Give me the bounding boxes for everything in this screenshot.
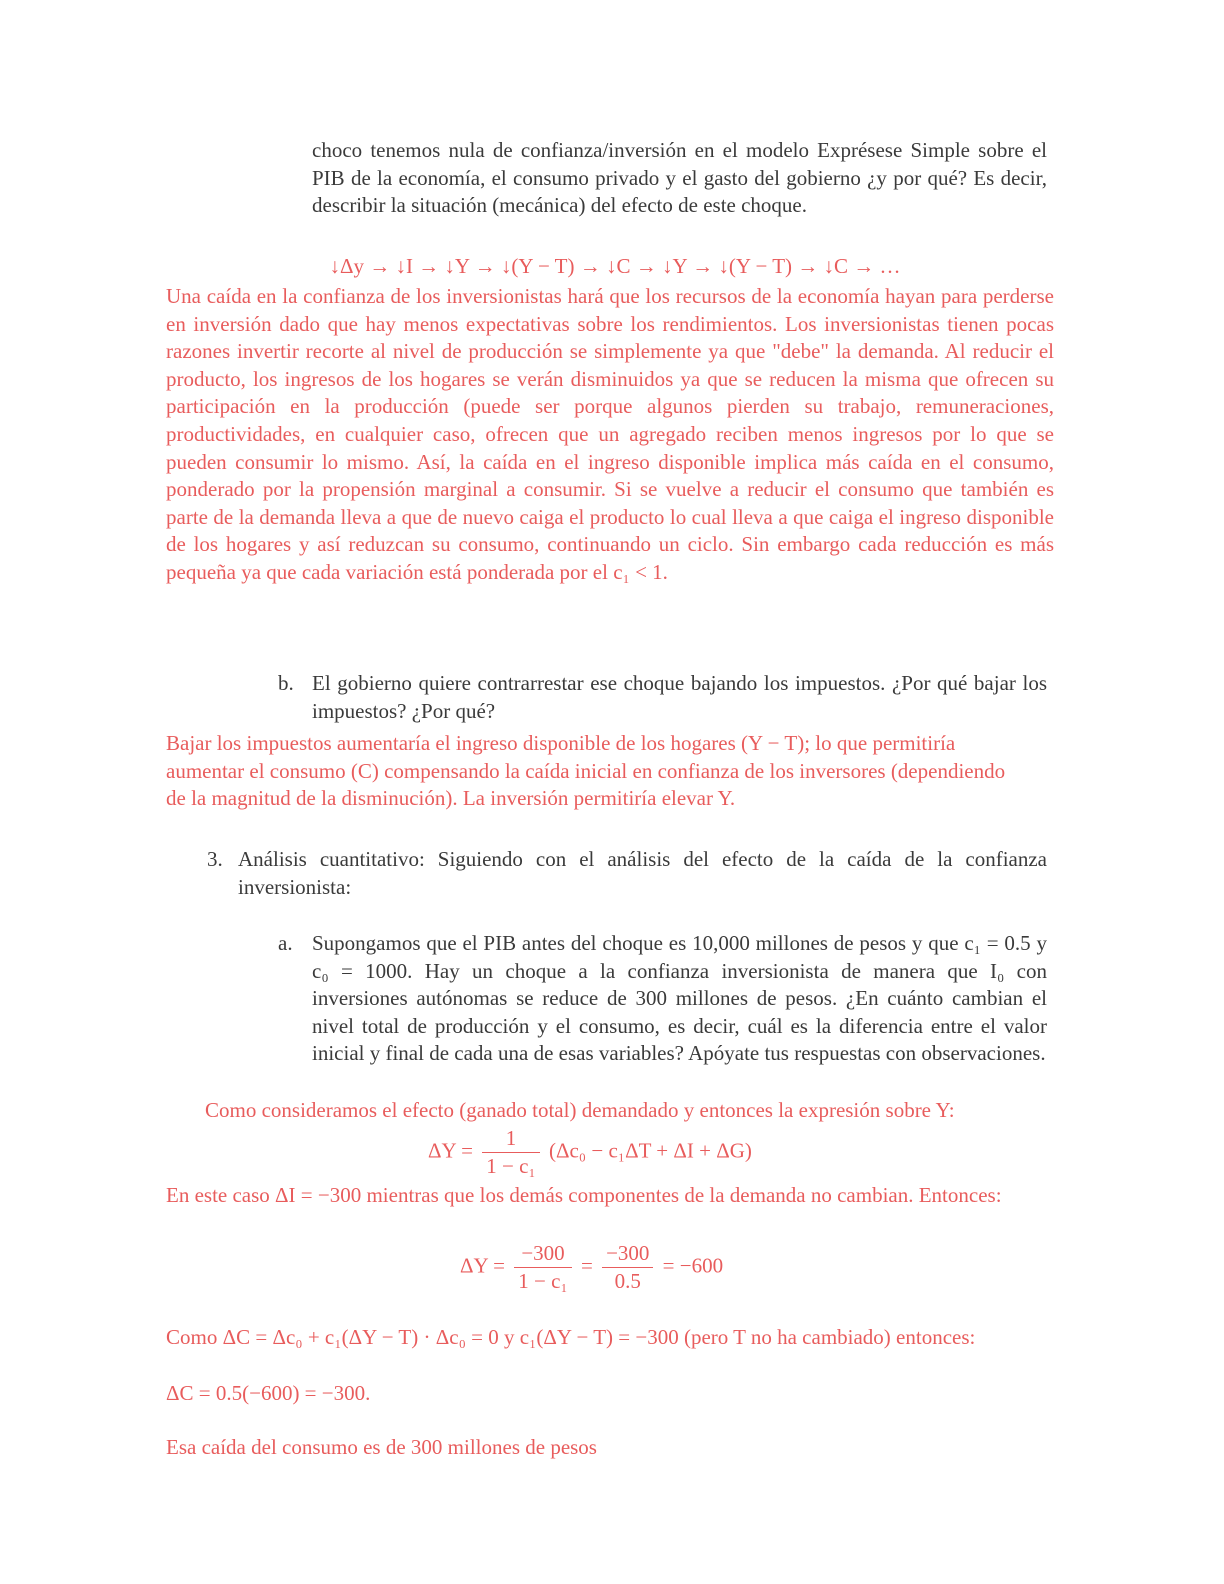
eq-mult-denominator: 1 − c₁ [486,1154,536,1178]
question-3a: Supongamos que el PIB antes del choque es 10,000 millones de pesos y que c₁ = 0.5 y c₀ = 1000. Hay un choque a la confianza inversionista de manera que I₀ con inversiones autónomas se reduce de 300 millones de pesos. ¿En cuánto cambian el nivel total de producción y el consumo, es decir, cuál es la diferencia entre el valor inicial y final de cada una de esas variables? Apóyate tus respuestas con observaciones. [312,931,1047,1066]
eq-res-rhs: = −600 [662,1253,724,1278]
eq-mult-numerator: 1 [482,1125,540,1153]
question-3: Análisis cuantitativo: Siguiendo con el análisis del efecto de la caída de la confianza inversionista: [238,847,1047,899]
equation-result [460,1240,723,1295]
question-2b-number: b. [278,671,294,695]
question-2b: El gobierno quiere contrarrestar ese choque bajando los impuestos. ¿Por qué bajar los impuestos? ¿Por qué? [312,671,1047,723]
answer-3a-consumption: Como ΔC = Δc₀ + c₁(ΔY − T) · Δc₀ = 0 y c₁(ΔY − T) = −300 (pero T no ha cambiado) entonces: [166,1325,976,1349]
eq-res-fraction-1 [514,1240,572,1295]
answer-3a-mid: En este caso ΔI = −300 mientras que los demás componentes de la demanda no cambian. Entonces: [166,1183,1002,1207]
eq-mult-rhs: (Δc₀ − c₁ΔT + ΔI + ΔG) [548,1138,752,1163]
answer-3a-intro: Como consideramos el efecto (ganado total) demandado y entonces la expresión sobre Y: [205,1098,955,1122]
answer-3a-consumption-result: ΔC = 0.5(−600) = −300. [166,1381,371,1405]
eq-res-equals: = [580,1253,593,1278]
eq-res-lhs: ΔY = [460,1253,505,1278]
answer-3a-conclusion: Esa caída del consumo es de 300 millones de pesos [166,1435,597,1459]
eq-res-den-1: 1 − c₁ [518,1269,568,1293]
eq-mult-fraction [482,1125,540,1180]
eq-res-den-2: 0.5 [614,1269,641,1293]
eq-res-num-2: −300 [602,1240,653,1268]
question-3a-number: a. [278,931,293,955]
eq-res-num-1: −300 [514,1240,572,1268]
eq-mult-lhs: ΔY = [428,1138,473,1163]
answer-2b: Bajar los impuestos aumentaría el ingreso disponible de los hogares (Y − T); lo que permitiría aumentar el consumo (C) compensando la caída inicial en confianza de los inversores (dependiendo de la magnitud de la disminución). La inversión permitiría elevar Y. [166,731,1006,811]
equation-chain: ↓Δy → ↓I → ↓Y → ↓(Y − T) → ↓C → ↓Y → ↓(Y − T) → ↓C → … [329,254,901,278]
eq-res-fraction-2 [602,1240,653,1295]
question-3-number: 3. [207,847,223,871]
equation-multiplier [428,1125,752,1180]
question-2a-tail: choco tenemos nula de confianza/inversión en el modelo Exprésese Simple sobre el PIB de la economía, el consumo privado y el gasto del gobierno ¿y por qué? Es decir, describir la situación (mecánica) del efecto de este choque. [312,138,1047,218]
answer-2a: Una caída en la confianza de los inversionistas hará que los recursos de la economía hayan para perderse en inversión dado que hay menos expectativas sobre los rendimientos. Los inversionistas tienen pocas razones invertir recorte al nivel de producción se simplemente ya que "debe" la demanda. Al reducir el producto, los ingresos de los hogares se verán disminuidos ya que se reducen la misma que ofrecen su participación en la producción (puede ser porque algunos pierden su trabajo, remuneraciones, productividades, en cualquier caso, ofrecen que un agregado reciben menos ingresos por lo que se pueden consumir lo mismo. Así, la caída en el ingreso disponible implica más caída en el consumo, ponderado por la propensión marginal a consumir. Si se vuelve a reducir el consumo que también es parte de la demanda lleva a que de nuevo caiga el producto lo cual lleva a que caiga el ingreso disponible de los hogares y así reduzcan su consumo, continuando un ciclo. Sin embargo cada reducción es más pequeña ya que cada variación está ponderada por el c₁ < 1. [166,284,1054,584]
